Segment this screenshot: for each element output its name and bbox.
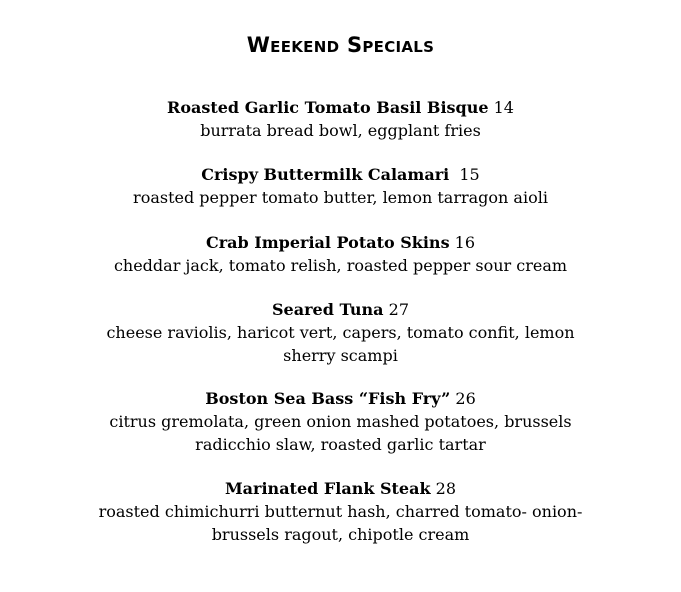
menu-item-price: 16 bbox=[454, 233, 476, 252]
menu-item bbox=[0, 298, 681, 367]
menu-item-name: Boston Sea Bass “Fish Fry” bbox=[205, 389, 451, 408]
menu-item-name: Crab Imperial Potato Skins bbox=[205, 233, 450, 252]
menu-item-price: 15 bbox=[459, 165, 480, 184]
menu-item-heading bbox=[0, 231, 681, 254]
menu-item bbox=[0, 231, 681, 277]
menu-item bbox=[0, 163, 681, 209]
menu-item-price: 14 bbox=[493, 98, 514, 117]
menu-item-description: cheese raviolis, haricot vert, capers, tomato confit, lemon sherry scampi bbox=[106, 323, 575, 365]
menu-item bbox=[0, 387, 681, 456]
menu-item-name: Crispy Buttermilk Calamari bbox=[201, 165, 450, 184]
menu-item bbox=[0, 477, 681, 546]
menu-item-heading bbox=[0, 96, 681, 119]
menu-item-heading bbox=[0, 387, 681, 410]
menu-item bbox=[0, 96, 681, 142]
menu-item-description: burrata bread bowl, eggplant fries bbox=[200, 121, 481, 140]
menu-item-price: 28 bbox=[435, 479, 457, 498]
menu-item-price: 26 bbox=[455, 389, 476, 408]
menu-item-name: Roasted Garlic Tomato Basil Bisque bbox=[167, 98, 489, 117]
menu-item-heading bbox=[0, 163, 681, 186]
menu-item-heading bbox=[0, 477, 681, 500]
menu-item-description: citrus gremolata, green onion mashed potatoes, brussels radicchio slaw, roasted garlic tartar bbox=[109, 412, 572, 454]
menu-item-name: Marinated Flank Steak bbox=[224, 479, 431, 498]
menu-item-description: roasted pepper tomato butter, lemon tarragon aioli bbox=[133, 188, 548, 207]
menu-title: Weekend Specials bbox=[246, 33, 435, 57]
menu-item-description: roasted chimichurri butternut hash, charred tomato- onion- brussels ragout, chipotle cream bbox=[98, 502, 583, 544]
menu-item-price: 27 bbox=[388, 300, 409, 319]
menu-item-name: Seared Tuna bbox=[272, 300, 384, 319]
menu-item-heading bbox=[0, 298, 681, 321]
menu-item-description: cheddar jack, tomato relish, roasted pepper sour cream bbox=[113, 256, 568, 275]
